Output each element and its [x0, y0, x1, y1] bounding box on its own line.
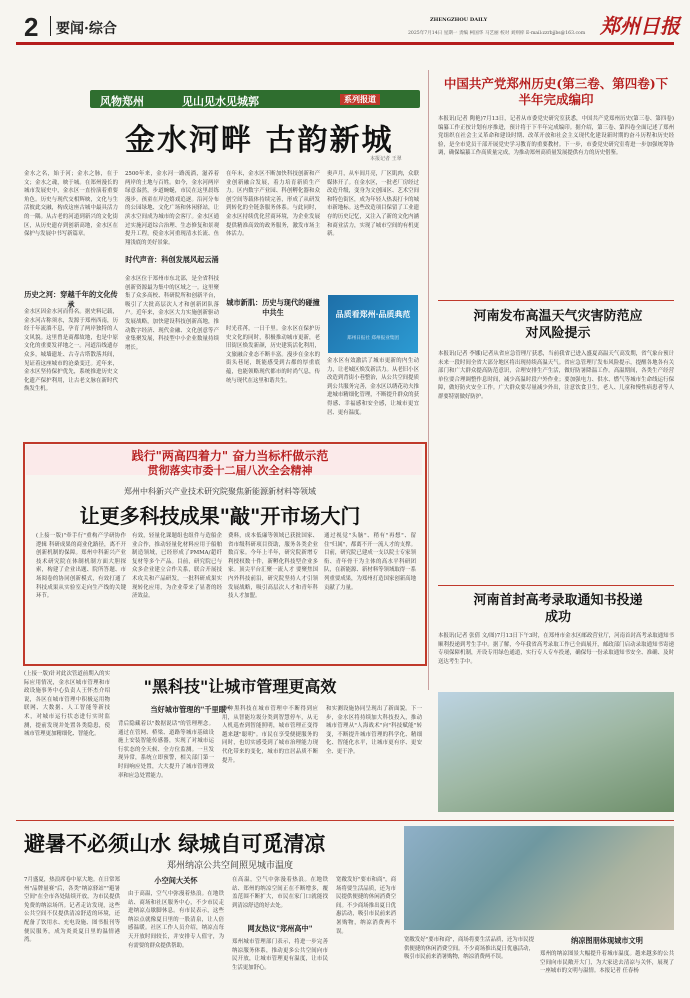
feature-col2-text: 2500年来，金水河一路流淌，滋养着两岸的土地与百姓。如今，金水河两岸绿意盎然，步道蜿蜒，市民在这里晨练漫步，孩童在岸边嬉戏追逐。沿河分布的公园绿地、文化广场和休闲驿站，让滨水空间成为城市的会客厅。金水区通过实施河道综合治理、生态修复和景观提升工程，使金水河重现清水长流、鱼翔浅底的美好景象。: [125, 171, 219, 246]
feature-h-city: 城市新肌：历史与现代的碰撞中共生: [226, 298, 320, 317]
theme-col3-text: 费料，成本低廉等领域已获批国家、省市级科研项目资助，服务各类企业数百家。今年上半年，研究院新增专利授权数十件，新孵化科技型企业多家。顶尖平台汇聚一流人才 要聚焦国内外科技前沿，研究院坚持人才引领发展战略，吸引高层次人才和青年科技人才加盟。: [228, 533, 318, 600]
feature-col4-text: 奥声月，从车间月亮，厂区肌肉，众联媒体开了。在金水区，一批老厂房经过改造升级，变身为文创园区、艺术空间和特色街区，成为年轻人热衷打卡的城市新地标。这些改造项目保留了工业遗存的历史记忆，又注入了新的文化内涵和商业活力，实现了城市空间的有机更新。: [327, 171, 419, 238]
blacktech-col4-text: 和实测设施协同呈现出了新面貌。下一步，金水区将持续加大科技投入，推动城市管理从"人海战术"向"科技赋能"转变，不断提升城市管理的科学化、精细化、智能化水平，让城市更有序、更安全、更干净。: [326, 706, 422, 755]
bottom-col3b-text: 郑州城市管理部门表示，将进一步完善纳凉服务体系，推动更多公共空间向市民开放，让城市管理更有温度，让市民生活更加舒心。: [232, 939, 328, 971]
blacktech-col1-text: (上接一版)针对此次管道前期入的实际应用情况，金水区城市管理和市政设施事务中心负责人王怀杰介绍说，各区在城市管理中积极运用物联网、大数据、人工智能等新技术，对城市运行状态进行实时监测，提前发现并处置各类隐患，使城市管理更加精细化、智能化。: [24, 671, 110, 738]
theme-col2-text: 有效，轻量化课题组也组件与造船企业合作，推动轻量化材料应用于船舶制造领域，已经形成了PMMA/超纤复材等多个产品。目前，研究院已与众多企业建立合作关系，联合开展技术攻关和产品研发，一批科研成果实现转化应用，为企业带来了显著的经济效益。: [132, 533, 222, 600]
right-column-divider: [428, 70, 429, 690]
right-bot-headline: 河南首封高考录取通知书投递成功: [473, 593, 643, 625]
page-number: 2: [24, 12, 39, 42]
bottom-col4b-text: 郑州的纳凉图景大幅提升着城市温度。越来越多的公共空间向市民敞开大门，为大家送去清凉与关怀，展现了一座城市的文明与温情。本报记者 任春杨: [540, 951, 674, 975]
photo-cooling-space: [404, 826, 674, 930]
bottom-col4-text: 宽敞发好"要市和商"，商场将要生活品质，还为市民提供便捷的休闲消费空间。不少商场推出夏日优惠活动，吸引市民前来消暑购物，纳凉消费两不误。: [336, 877, 396, 935]
feature-col1-text: 金水之名，始于河；金水之脉，在于文；金水之魂，映于城。在郑州漫长的城市发展史中，金水区一直扮演着重要角色。历史与现代交相辉映，文化与生活彼此交融，构成这座古城中最具活力的一隅。从古老的河道到新兴的文化街区，从历史遗存到创新高地，金水区在保护与发展中书写新篇章。: [24, 171, 118, 238]
feature-col3b-text: 时光荏苒，一日千里。金水区在保护历史文化的同时，积极推动城市更新，老旧街区焕发新颜，历史建筑活化利用，文旅融合业态不断丰富。漫步在金水的街头巷尾，既能感受到古都的厚重底蕴，也能领略现代都市的时尚气息，传统与现代在这里和谐共生。: [226, 326, 320, 384]
theme-col4-text: 通过视觉"头脑"、稍有"再想"、留住"归属"，都离不开一流人才的支撑。目前，研究院已建成一支以院士专家领衔、青年骨干为主体的高水平科研团队，在新能源、新材料等领域取得一系列重要成果，为郑州打造国家创新高地贡献了力量。: [324, 533, 416, 591]
ad-sub: 郑州日报社 郑州报业集团: [347, 336, 399, 341]
bottom-h-map: 纳凉图朋体现城市文明: [571, 936, 643, 945]
right-bot-text: 本报讯(记者 张倩 文/图)7月13日下午3时，在郑州市金水区邮政营业厅，河南首封高考录取通知书顺利投递到考生手中。据了解，今年我省高考录取工作已全面展开，邮政部门启动录取通知书寄递专项保障机制，开设专用绿色通道，实行专人专车投递，确保每一份录取通知书安全、准确、及时送达考生手中。: [438, 633, 674, 665]
bottom-headline: 避暑不必须山水 绿城自可觅清凉: [24, 831, 326, 856]
bottom-h-cold: 小空间大关怀: [154, 876, 198, 885]
date-line: 2025年7月14日 星期一 责编 柯国华 马艺丽 校对 刘则梓 E-mail:zzrbjjbs@163.com: [408, 31, 586, 36]
photo-gaokao: [438, 692, 674, 812]
blacktech-col3-text: 各种黑科技在城市管理中不断得到应用，从智能垃圾分类到智慧停车，从无人机巡查到智能照明，城市管理正变得越来越"聪明"。市民在享受便捷服务的同时，也切实感受到了城市治理能力现代化带来的变化，城市的宜居品质不断提升。: [222, 706, 318, 764]
bottom-col2-text: 由于高温，空气中弥漫着热浪。在地铁站、商场和社区服务中心，不少市民走进纳凉点歇脚休息。有市民表示，这些纳凉点就像夏日里的一股清泉，让人倍感温暖。社区工作人员介绍，纳凉点每天开放时间较长，并安排专人值守，为有需要的群众提供帮助。: [128, 891, 224, 949]
paper-english-name: ZHENGZHOU DAILY: [430, 17, 488, 23]
feature-col3-text: 在年末，金水区不断加快科技创新和产业创新融合发展，着力培育新质生产力。区内数字产业园、科创孵化器和众创空间等载体持续完善，形成了从研发到转化的全链条服务体系。与此同时，金水区持续优化营商环境，为企业发展提供精准高效的政务服务，激发市场主体活力。: [226, 171, 320, 238]
series-badge: 系列报道: [340, 94, 380, 105]
right-top-headline: 中国共产党郑州历史(第三卷、第四卷)下半年完成编印: [443, 76, 669, 107]
bottom-col1-text: 7月盛夏，热浪席卷中原大地。在日常郑州"品牌量赛"后，各类"纳凉驿站""避暑空间"在全市各处陆续开放，为市民提供免费的纳凉场所。记者走访发现，这些公共空间不仅提供清凉舒适的环境，还配备了饮用水、充电设施、图书报刊等便民服务，成为炎炎夏日里的温情港湾。: [24, 877, 120, 944]
right-divider-1: [438, 300, 674, 301]
feature-h-history: 历史之河：穿越千年的文化传承: [24, 290, 118, 309]
series-tag: 风物郑州: [100, 95, 144, 108]
theme-headline: 让更多科技成果"敲"开市场大门: [79, 504, 361, 528]
bottom-col5-text: 宽敞发好"要市和商"，商场将要生活品质，还为市民提供便捷的休闲消费空间。不少商场推出夏日优惠活动，吸引市民前来消暑购物，纳凉消费两不误。: [404, 937, 534, 961]
feature-byline: 本报记者 王翠: [370, 156, 402, 162]
blacktech-col2-text: 背后隐藏着以"数据说话"的管理理念。通过在管网、桥梁、道路等城市基础设施上安装智能传感器，实现了对城市运行状态的全天候、全方位监测。一旦发现异常，系统立即预警，相关部门第一时间响应处置，大大提升了城市管理效率和应急处置能力。: [118, 721, 214, 779]
theme-col1-text: (上接一版)"牵手行"重构产学研协作逻辑 科研成果的商业化路径，离不开创新机制的保障。郑州中科新兴产业技术研究院在体制机制方面大胆探索，构建了企业出题、院所答题、市场阅卷的协同创新模式，有效打通了科技成果从实验室走向生产线的关键环节。: [36, 533, 126, 600]
series-banner: [90, 90, 420, 108]
bottom-col3-text: 在高温，空气中弥漫着热浪。在地铁站、郑州的纳凉空间正在不断增多，覆盖范围不断扩大，市民在家门口就能找到清凉舒适的好去处。: [232, 877, 328, 909]
feature-col4b-text: 金水区有效激活了城市更新的内生动力，让老城区焕发新活力。从老旧小区改造到背街小巷整治，从公共空间提质到公共服务完善，金水区以绣花功夫推进城市精细化管理，不断提升群众的获得感、幸福感和安全感，让城市更宜居、更有温度。: [327, 358, 419, 416]
right-divider-2: [438, 585, 674, 586]
ad-title: 品质看郑州·品质典范: [335, 309, 411, 319]
bottom-h-net: 网友热议"郑州高中": [247, 924, 313, 933]
theme-slogan: 践行"两高四着力" 奋力当标杆做示范: [131, 449, 329, 463]
theme-slogan-sub: 贯彻落实市委十二届八次全会精神: [147, 464, 313, 477]
ad-block: [328, 295, 418, 353]
series-sub: 见山见水见城郭: [182, 95, 259, 108]
blacktech-headline: "黑科技"让城市管理更高效: [143, 677, 337, 696]
blacktech-sub: 当好城市管理的"千里眼": [150, 705, 230, 714]
page-number-divider: [50, 16, 51, 36]
feature-headline: 金水河畔 古韵新城: [125, 123, 394, 158]
paper-logo: 郑州日报: [600, 14, 680, 38]
feature-col1b-text: 金水区因金水河而得名。据史料记载，金水河古称须水，发源于郑州西南，历经千年流淌不息，孕育了两岸独特的人文风貌。这里曾是商都故地，也是中原文化的重要发祥地之一。河道沿线遗存众多，城墙遗址、古寺古塔散落其间，见证着这座城市的沧桑变迁。近年来，金水区坚持保护优先，系统推进历史文化遗产保护利用，让古老文脉在新时代焕发生机。: [24, 309, 118, 393]
feature-h-era: 时代声音：科创发展风起云涌: [125, 255, 219, 264]
section-title: 要闻·综合: [56, 21, 117, 37]
bottom-divider: [16, 820, 674, 821]
right-mid-headline: 河南发布高温天气灾害防范应对风险提示: [473, 309, 643, 341]
theme-kicker: 郑州中科新兴产业技术研究院聚焦新能源新材料等领域: [124, 487, 316, 496]
header-rule: [16, 42, 674, 45]
right-mid-text: 本报讯(记者 李娜)记者从省应急管理厅获悉，当前我省已进入盛夏高温天气高发期，省气象台预计未来一段时间全省大部分地区将出现持续高温天气。省应急管理厅发布风险提示，提醒各地各有关部门和广大群众提高防范意识，合理安排生产生活，做好防暑降温工作。高温期间，各类生产经营单位要合理调整作息时间，减少高温时段户外作业；要加强电力、供水、燃气等城市生命线运行保障，做好防火安全工作。广大群众要尽量减少外出，注意饮食卫生，老人、儿童和慢性病患者等人群要特别做好防护。: [438, 351, 674, 400]
feature-col2b-text: 金水区位于郑州市东北部，是全省科技创新资源最为集中的区域之一。这里聚集了众多高校、科研院所和创新平台，吸引了大批高层次人才和创新团队落户。近年来，金水区大力实施创新驱动发展战略，加快建设科技创新高地，推动数字经济、现代金融、文化创意等产业集聚发展，科技型中小企业数量持续增长。: [125, 276, 219, 351]
right-top-text: 本报讯(记者 陶艳)7月13日，记者从市委党史研究室获悉，中国共产党郑州历史(第三卷、第四卷)编纂工作正按计划有序推进，预计将于下半年完成编印。据介绍，第三卷、第四卷全面记述了郑州党组织在社会主义革命和建设时期、改革开放和社会主义现代化建设新时期的奋斗历程和历史经验，是全市党员干部开展党史学习教育的重要教材。下一步，市委党史研究室将进一步加强统筹协调，确保编纂工作高质量完成，为推动郑州高质量发展提供有力的历史借鉴。: [438, 116, 674, 157]
bottom-sub: 郑州纳凉公共空间照见城市温度: [166, 861, 293, 871]
